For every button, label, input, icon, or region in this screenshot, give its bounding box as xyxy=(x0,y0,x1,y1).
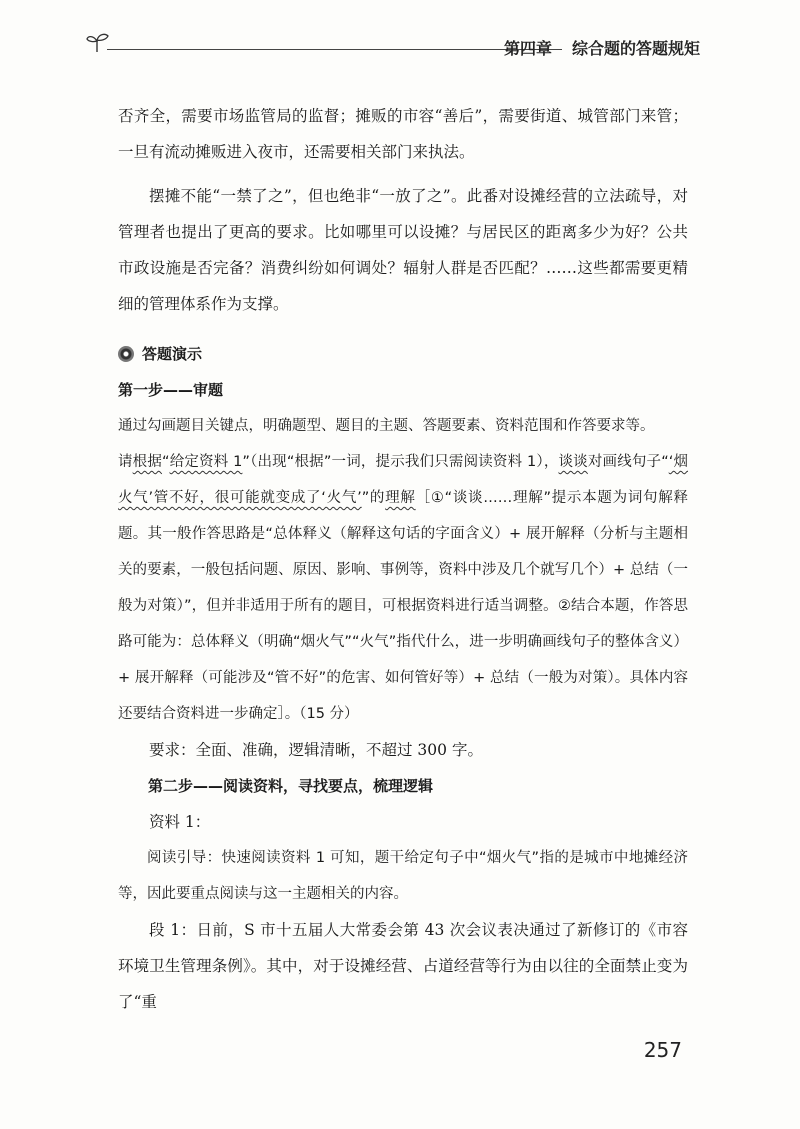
material-paragraph: 段 1：日前，S 市十五届人大常委会第 43 次会议表决通过了新修订的《市容环境卫生管理条例》。其中，对于设摊经营、占道经营等行为由以往的全面禁止变为了“重 xyxy=(118,921,688,1011)
section-heading xyxy=(118,336,688,372)
chapter-title xyxy=(504,36,700,59)
keyword-underlined: 给定资料 1 xyxy=(169,454,243,470)
sprout-icon xyxy=(85,30,111,56)
keyword-underlined: 根据 xyxy=(132,454,163,470)
question-text-part: 对画线句子“ xyxy=(587,454,669,470)
score-label: （15 分） xyxy=(299,706,359,722)
paragraph-continued: 否齐全，需要市场监管局的监督；摊贩的市容“善后”，需要街道、城管部门来管；一旦有流动摊贩进入夜市，还需要相关部门来执法。 xyxy=(118,107,688,161)
step-heading: 第一步——审题 xyxy=(118,381,224,399)
reading-guide: 阅读引导：快速阅读资料 1 可知，题干给定句子中“烟火气”指的是城市中地摊经济等，因此要重点阅读与这一主题相关的内容。 xyxy=(118,850,688,902)
chapter-name: 综合题的答题规矩 xyxy=(571,39,700,58)
question-text xyxy=(118,444,688,732)
page-number: 257 xyxy=(643,1038,682,1062)
keyword-underlined: 谈谈 xyxy=(558,454,588,470)
chapter-number: 第四章 xyxy=(503,39,552,58)
paragraph: 摆摊不能“一禁了之”，但也绝非“一放了之”。此番对设摊经营的立法疏导，对管理者也提出了更高的要求。比如哪里可以设摊？与居民区的距离多少为好？公共市政设施是否完备？消费纠纷如何调处？辐射人群是否匹配？……这些都需要更精细的管理体系作为支撑。 xyxy=(118,187,688,313)
material-label: 资料 1： xyxy=(149,813,211,831)
bullet-disc-icon xyxy=(118,346,134,362)
header-rule xyxy=(107,49,562,50)
step-heading: 第二步——阅读资料，寻找要点，梳理逻辑 xyxy=(148,777,434,795)
section-title: 答题演示 xyxy=(142,345,203,363)
note-text: ”（出现“根据”一词，提示我们只需阅读资料 1）， xyxy=(242,454,559,470)
keyword-underlined: 理解 xyxy=(385,490,416,506)
question-prefix: 请 xyxy=(118,454,133,470)
underlined-sentence: ‘烟火气’管不好，很可能就变成了‘火气’ xyxy=(118,454,689,506)
requirement-text: 要求：全面、准确，逻辑清晰，不超过 300 字。 xyxy=(149,741,483,759)
quote-open: “ xyxy=(162,454,170,470)
step-intro: 通过勾画题目关键点，明确题型、题目的主题、答题要素、资料范围和作答要求等。 xyxy=(118,418,655,434)
running-header xyxy=(85,30,700,70)
annotation-text: ［①“谈谈……理解”提示本题为词句解释题。其一般作答思路是“总体释义（解释这句话的字面含义）+ 展开解释（分析与主题相关的要素，一般包括问题、原因、影响、事例等，资料中涉及几个就写几个）+ 总结（一般为对策）”，但并非适用于所有的题目，可根据资料进行适当调整。②结合本题，作答思路可能为：总体释义（明确“烟火气”“火气”指代什么，进一步明确画线句子的整体含义）+ 展开解释（可能涉及“管不好”的危害、如何管好等）+ 总结（一般为对策）。具体内容还要结合资料进一步确定］。 xyxy=(118,490,689,722)
question-text-part: ”的 xyxy=(361,490,386,506)
page-body xyxy=(118,98,688,1020)
